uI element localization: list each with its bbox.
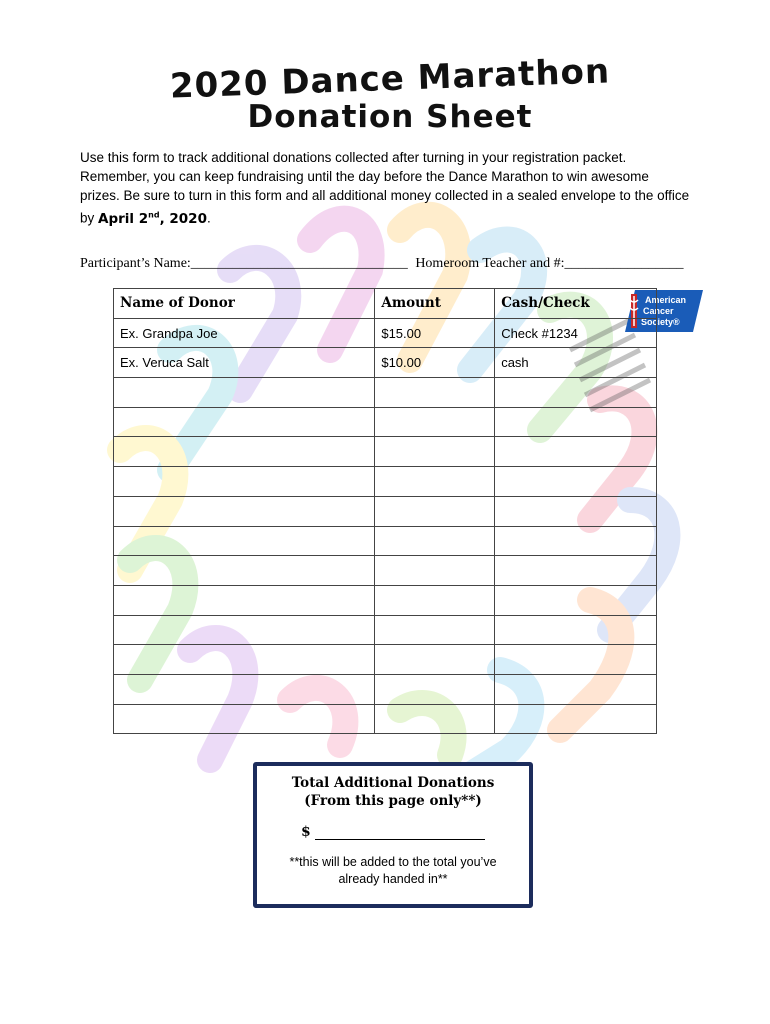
total-note	[257, 854, 529, 888]
amount-cell[interactable]	[375, 407, 495, 437]
donor-name-cell[interactable]	[114, 437, 375, 467]
table-row	[114, 437, 657, 467]
logo-text-1: American	[645, 295, 687, 305]
table-row	[114, 704, 657, 734]
instructions-paragraph	[80, 148, 692, 229]
donor-name-cell[interactable]	[114, 407, 375, 437]
payment-type-cell[interactable]	[495, 526, 657, 556]
instructions-text: Use this form to track additional donations collected after turning in your registration packet. Remember, you can keep fundraising until the day before the Dance Marathon to win awesome prizes. Be sure to turn in this form and all additional money collected in a sealed envelope to the office by	[80, 150, 690, 226]
table-row	[114, 556, 657, 586]
amount-cell[interactable]	[375, 496, 495, 526]
total-note-line-1: **this will be added to the total you’ve	[289, 855, 497, 869]
title-line-2: Donation Sheet	[247, 99, 533, 135]
donor-name-cell[interactable]	[114, 526, 375, 556]
payment-type-cell[interactable]	[495, 704, 657, 734]
logo-text-3: Society®	[641, 317, 680, 327]
amount-cell[interactable]	[375, 526, 495, 556]
payment-type-cell[interactable]	[495, 407, 657, 437]
donor-name-cell[interactable]	[114, 496, 375, 526]
amount-cell[interactable]: $10.00	[375, 348, 495, 378]
table-row	[114, 674, 657, 704]
total-title-line-1: Total Additional Donations	[291, 775, 495, 791]
header-amount: Amount	[375, 289, 495, 319]
amount-cell[interactable]	[375, 645, 495, 675]
amount-cell[interactable]	[375, 556, 495, 586]
payment-type-cell[interactable]	[495, 496, 657, 526]
donor-name-cell[interactable]: Ex. Veruca Salt	[114, 348, 375, 378]
payment-type-cell[interactable]	[495, 585, 657, 615]
payment-type-cell[interactable]: Check #1234	[495, 318, 657, 348]
amount-cell[interactable]	[375, 615, 495, 645]
table-header-row	[114, 289, 657, 319]
dollar-sign: $	[301, 824, 311, 840]
header-cash-check: Cash/Check	[495, 289, 657, 319]
donor-name-cell[interactable]	[114, 704, 375, 734]
total-note-line-2: already handed in**	[338, 872, 448, 886]
table-row	[114, 526, 657, 556]
donor-name-cell[interactable]	[114, 556, 375, 586]
due-date-year: , 2020	[159, 210, 207, 227]
payment-type-cell[interactable]: cash	[495, 348, 657, 378]
due-date	[98, 211, 207, 227]
table-row	[114, 318, 657, 348]
table-row	[114, 348, 657, 378]
total-amount-blank[interactable]	[315, 839, 485, 840]
donor-name-cell[interactable]	[114, 467, 375, 497]
amount-cell[interactable]	[375, 437, 495, 467]
payment-type-cell[interactable]	[495, 645, 657, 675]
donor-name-cell[interactable]	[114, 674, 375, 704]
amount-cell[interactable]	[375, 378, 495, 408]
table-row	[114, 407, 657, 437]
participant-name-field[interactable]: Participant’s Name:_______________________________	[80, 256, 408, 271]
homeroom-teacher-field[interactable]: Homeroom Teacher and #:_________________	[415, 256, 684, 271]
amount-cell[interactable]	[375, 585, 495, 615]
instructions-end: .	[206, 210, 211, 226]
page-title	[70, 51, 710, 136]
donor-name-cell[interactable]	[114, 585, 375, 615]
donor-name-cell[interactable]	[114, 378, 375, 408]
payment-type-cell[interactable]	[495, 437, 657, 467]
donor-name-cell[interactable]: Ex. Grandpa Joe	[114, 318, 375, 348]
due-date-main: April 2	[98, 210, 149, 227]
table-row	[114, 645, 657, 675]
participant-info-line	[80, 256, 700, 272]
total-amount-field[interactable]	[257, 824, 529, 840]
amount-cell[interactable]	[375, 704, 495, 734]
title-line-1: 2020 Dance Marathon	[169, 51, 611, 107]
table-row	[114, 378, 657, 408]
payment-type-cell[interactable]	[495, 467, 657, 497]
payment-type-cell[interactable]	[495, 674, 657, 704]
total-title-line-2: (From this page only**)	[304, 793, 482, 809]
amount-cell[interactable]	[375, 674, 495, 704]
payment-type-cell[interactable]	[495, 378, 657, 408]
payment-type-cell[interactable]	[495, 556, 657, 586]
total-title	[257, 774, 529, 810]
table-row	[114, 467, 657, 497]
donor-name-cell[interactable]	[114, 645, 375, 675]
amount-cell[interactable]: $15.00	[375, 318, 495, 348]
table-row	[114, 615, 657, 645]
header-name-of-donor: Name of Donor	[114, 289, 375, 319]
donor-name-cell[interactable]	[114, 615, 375, 645]
amount-cell[interactable]	[375, 467, 495, 497]
table-row	[114, 585, 657, 615]
total-donations-box	[253, 762, 533, 908]
due-date-suffix: nd	[148, 210, 160, 219]
logo-text-2: Cancer	[643, 306, 674, 316]
payment-type-cell[interactable]	[495, 615, 657, 645]
table-row	[114, 496, 657, 526]
donation-table	[113, 288, 657, 734]
